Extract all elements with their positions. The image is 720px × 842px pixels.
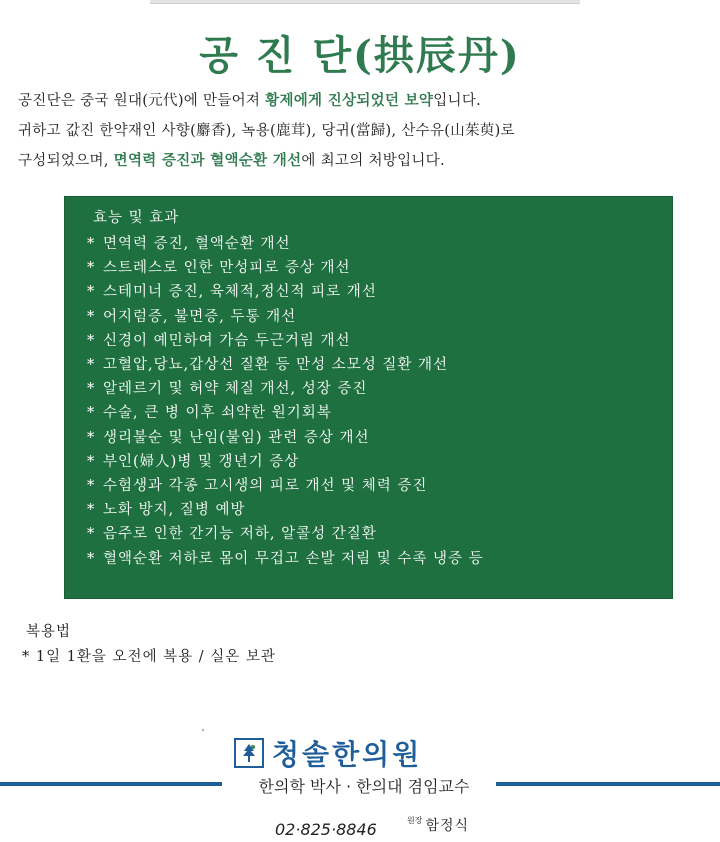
bullet-star: * [87, 357, 96, 374]
bullet-star: * [87, 502, 96, 519]
intro-paragraph [18, 86, 708, 176]
usage-title: 복용법 [26, 624, 72, 640]
effect-item [87, 377, 484, 401]
effect-text: 음주로 인한 간기능 저하, 알콜성 간질환 [103, 526, 377, 543]
intro-text: 입니다. [433, 93, 482, 109]
effect-text: 수술, 큰 병 이후 쇠약한 원기회복 [103, 405, 332, 422]
effect-text: 수험생과 각종 고시생의 피로 개선 및 체력 증진 [103, 478, 428, 495]
effect-text: 노화 방지, 질병 예방 [103, 502, 246, 519]
doctor-credentials: 한의학 박사 · 한의대 겸임교수 [258, 777, 470, 796]
effect-item [87, 305, 484, 329]
intro-line-2: 귀하고 값진 한약재인 사향(麝香), 녹용(鹿茸), 당귀(當歸), 산수유(山茱萸)로 [18, 123, 515, 139]
effect-item [87, 474, 484, 498]
effect-text: 고혈압,당뇨,갑상선 질환 등 만성 소모성 질환 개선 [103, 357, 449, 374]
effects-list [87, 232, 484, 571]
bullet-star: * [87, 381, 96, 398]
effect-item [87, 329, 484, 353]
effect-text: 혈액순환 저하로 몸이 무겁고 손발 저림 및 수족 냉증 등 [103, 550, 484, 567]
speck [202, 729, 204, 731]
bullet-star: * [87, 550, 96, 567]
effect-item [87, 232, 484, 256]
bullet-star: * [87, 526, 96, 543]
product-title: 공 진 단(拱辰丹) [199, 32, 521, 79]
effect-text: 생리불순 및 난임(불임) 관련 증상 개선 [103, 429, 370, 446]
intro-highlight: 황제에게 진상되었던 보약 [265, 92, 434, 109]
bullet-star: * [87, 429, 96, 446]
effect-item [87, 498, 484, 522]
bullet-star: * [87, 260, 96, 277]
effect-item [87, 547, 484, 571]
bullet-star: * [87, 308, 96, 325]
intro-text: 구성되었으며, [18, 153, 114, 169]
bullet-star: * [87, 332, 96, 349]
effect-text: 신경이 예민하여 가슴 두근거림 개선 [103, 332, 351, 349]
effect-text: 면역력 증진, 혈액순환 개선 [103, 236, 291, 252]
effect-text: 스트레스로 인한 만성피로 증상 개선 [103, 260, 351, 277]
bullet-star: * [87, 284, 96, 301]
clinic-logo [234, 734, 422, 772]
effect-item [87, 450, 484, 474]
bullet-star: * [87, 236, 96, 252]
effect-text: 알레르기 및 허약 체질 개선, 성장 증진 [103, 381, 368, 398]
clinic-name: 청솔한의원 [272, 738, 423, 771]
top-strip [150, 0, 580, 4]
effect-text: 어지럼증, 불면증, 두통 개선 [103, 308, 297, 325]
director-role: 원장 [407, 816, 423, 825]
effect-item [87, 426, 484, 450]
effect-item [87, 353, 484, 377]
bullet-star: * [87, 405, 96, 422]
effects-board [64, 196, 673, 599]
intro-text: 공진단은 중국 원대(元代)에 만들어져 [18, 93, 266, 109]
divider-left [0, 782, 222, 786]
usage-instructions: * 1일 1환을 오전에 복용 / 실온 보관 [22, 649, 276, 665]
effect-item [87, 522, 484, 546]
bullet-star: * [87, 478, 96, 495]
director [407, 815, 469, 835]
effect-text: 부인(婦人)병 및 갱년기 증상 [103, 453, 300, 470]
director-name: 함정식 [425, 818, 470, 834]
intro-text: 에 최고의 처방입니다. [301, 153, 445, 169]
bullet-star: * [87, 453, 96, 470]
effect-item [87, 280, 484, 304]
effect-item [87, 256, 484, 280]
intro-line-1 [18, 86, 708, 116]
pine-tree-icon [234, 738, 264, 768]
effects-title: 효능 및 효과 [93, 210, 180, 226]
intro-highlight: 면역력 증진과 혈액순환 개선 [113, 152, 302, 169]
effect-text: 스테미너 증진, 육체적,정신적 피로 개선 [103, 284, 377, 301]
effect-item [87, 401, 484, 425]
divider-right [496, 782, 720, 786]
phone-number[interactable]: 02·825·8846 [275, 820, 377, 839]
intro-line-3 [18, 146, 708, 176]
